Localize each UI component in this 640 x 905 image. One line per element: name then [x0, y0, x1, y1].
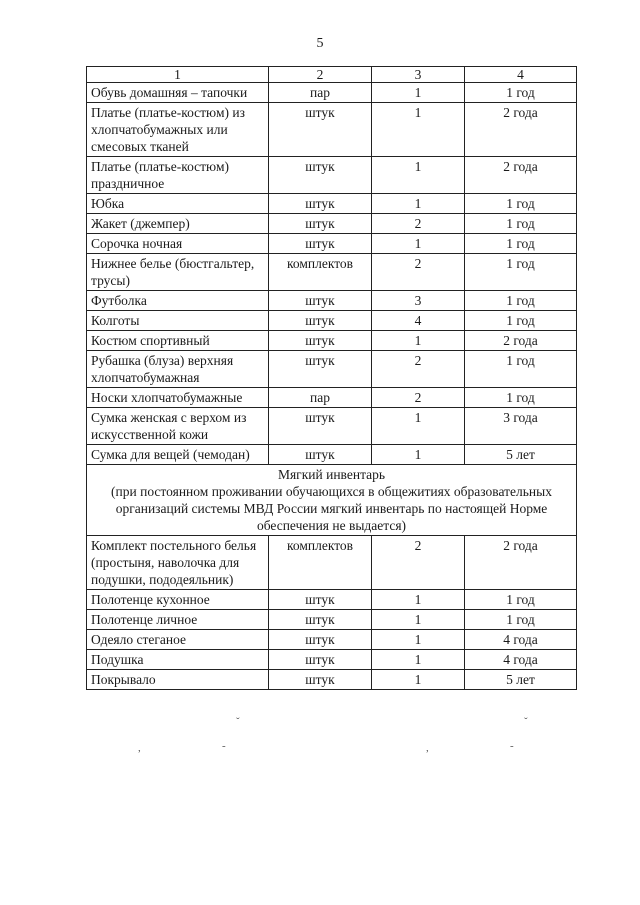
item-name: Сорочка ночная — [87, 234, 269, 254]
item-unit: штук — [269, 331, 372, 351]
item-name: Рубашка (блуза) верхняя хлопчатобумажная — [87, 351, 269, 388]
item-term: 1 год — [465, 214, 577, 234]
item-term: 1 год — [465, 351, 577, 388]
item-unit: пар — [269, 83, 372, 103]
table-row — [87, 351, 577, 388]
item-unit: комплектов — [269, 254, 372, 291]
table-row — [87, 103, 577, 157]
table-row — [87, 610, 577, 630]
item-quantity: 1 — [372, 650, 465, 670]
section-note: (при постоянном проживании обучающихся в общежитиях образовательных организаций системы МВД России мягкий инвентарь по настоящей Норме обеспечения не выдается) — [111, 484, 552, 533]
item-term: 1 год — [465, 234, 577, 254]
soft-inventory-group — [87, 536, 577, 690]
item-quantity: 2 — [372, 388, 465, 408]
item-quantity: 1 — [372, 445, 465, 465]
item-quantity: 2 — [372, 254, 465, 291]
item-term: 2 года — [465, 536, 577, 590]
item-name: Жакет (джемпер) — [87, 214, 269, 234]
section-title: Мягкий инвентарь — [277, 467, 386, 482]
table-row — [87, 408, 577, 445]
item-name: Сумка для вещей (чемодан) — [87, 445, 269, 465]
table-row — [87, 194, 577, 214]
item-quantity: 1 — [372, 194, 465, 214]
section-row — [87, 465, 577, 536]
item-unit: штук — [269, 590, 372, 610]
item-term: 4 года — [465, 630, 577, 650]
item-quantity: 1 — [372, 331, 465, 351]
table-row — [87, 388, 577, 408]
table-row — [87, 254, 577, 291]
item-name: Покрывало — [87, 670, 269, 690]
scan-mark: , — [426, 742, 429, 754]
table-row — [87, 536, 577, 590]
scan-mark: ˇ — [524, 716, 528, 728]
item-name: Юбка — [87, 194, 269, 214]
table-row — [87, 331, 577, 351]
table-row — [87, 590, 577, 610]
item-unit: штук — [269, 670, 372, 690]
item-name: Сумка женская с верхом из искусственной кожи — [87, 408, 269, 445]
item-name: Костюм спортивный — [87, 331, 269, 351]
item-term: 1 год — [465, 388, 577, 408]
norms-table — [86, 66, 577, 690]
item-term: 1 год — [465, 254, 577, 291]
table-row — [87, 311, 577, 331]
item-term: 1 год — [465, 83, 577, 103]
item-term: 4 года — [465, 650, 577, 670]
table-row — [87, 234, 577, 254]
header-col-3: 3 — [372, 67, 465, 83]
item-quantity: 2 — [372, 536, 465, 590]
item-quantity: 2 — [372, 351, 465, 388]
item-name: Обувь домашняя – тапочки — [87, 83, 269, 103]
table-row — [87, 630, 577, 650]
item-name: Платье (платье-костюм) праздничное — [87, 157, 269, 194]
item-quantity: 1 — [372, 234, 465, 254]
item-name: Носки хлопчатобумажные — [87, 388, 269, 408]
item-quantity: 1 — [372, 157, 465, 194]
scan-mark: - — [222, 740, 226, 752]
scan-mark: ˇ — [236, 716, 240, 728]
item-term: 3 года — [465, 408, 577, 445]
item-term: 2 года — [465, 103, 577, 157]
item-name: Платье (платье-костюм) из хлопчатобумажных или смесовых тканей — [87, 103, 269, 157]
item-quantity: 1 — [372, 590, 465, 610]
table-row — [87, 670, 577, 690]
item-unit: штук — [269, 650, 372, 670]
item-quantity: 1 — [372, 670, 465, 690]
section-cell — [87, 465, 577, 536]
header-col-4: 4 — [465, 67, 577, 83]
header-col-2: 2 — [269, 67, 372, 83]
item-name: Полотенце кухонное — [87, 590, 269, 610]
item-name: Подушка — [87, 650, 269, 670]
item-quantity: 1 — [372, 408, 465, 445]
table-row — [87, 650, 577, 670]
table-row — [87, 291, 577, 311]
item-term: 5 лет — [465, 670, 577, 690]
item-unit: пар — [269, 388, 372, 408]
item-name: Футболка — [87, 291, 269, 311]
item-term: 1 год — [465, 194, 577, 214]
table-row — [87, 157, 577, 194]
table-row — [87, 214, 577, 234]
item-unit: штук — [269, 610, 372, 630]
section-block — [87, 465, 577, 536]
item-unit: штук — [269, 291, 372, 311]
header-row — [87, 67, 577, 83]
item-unit: штук — [269, 630, 372, 650]
item-quantity: 1 — [372, 103, 465, 157]
item-term: 1 год — [465, 311, 577, 331]
item-quantity: 1 — [372, 83, 465, 103]
item-term: 2 года — [465, 331, 577, 351]
table-row — [87, 83, 577, 103]
item-name: Полотенце личное — [87, 610, 269, 630]
scan-mark: , — [138, 742, 141, 754]
item-unit: штук — [269, 194, 372, 214]
item-name: Нижнее белье (бюстгальтер, трусы) — [87, 254, 269, 291]
item-quantity: 1 — [372, 630, 465, 650]
item-term: 2 года — [465, 157, 577, 194]
item-term: 1 год — [465, 291, 577, 311]
item-unit: штук — [269, 103, 372, 157]
item-term: 1 год — [465, 590, 577, 610]
table-row — [87, 445, 577, 465]
item-quantity: 3 — [372, 291, 465, 311]
item-unit: комплектов — [269, 536, 372, 590]
item-quantity: 1 — [372, 610, 465, 630]
item-unit: штук — [269, 157, 372, 194]
item-unit: штук — [269, 408, 372, 445]
item-quantity: 4 — [372, 311, 465, 331]
item-term: 1 год — [465, 610, 577, 630]
item-name: Колготы — [87, 311, 269, 331]
item-name: Комплект постельного белья (простыня, наволочка для подушки, пододеяльник) — [87, 536, 269, 590]
page-number: 5 — [316, 36, 324, 51]
header-col-1: 1 — [87, 67, 269, 83]
clothing-group — [87, 83, 577, 465]
item-unit: штук — [269, 445, 372, 465]
item-unit: штук — [269, 214, 372, 234]
item-term: 5 лет — [465, 445, 577, 465]
item-unit: штук — [269, 351, 372, 388]
item-unit: штук — [269, 311, 372, 331]
item-unit: штук — [269, 234, 372, 254]
item-quantity: 2 — [372, 214, 465, 234]
item-name: Одеяло стеганое — [87, 630, 269, 650]
scan-mark: - — [510, 740, 514, 752]
